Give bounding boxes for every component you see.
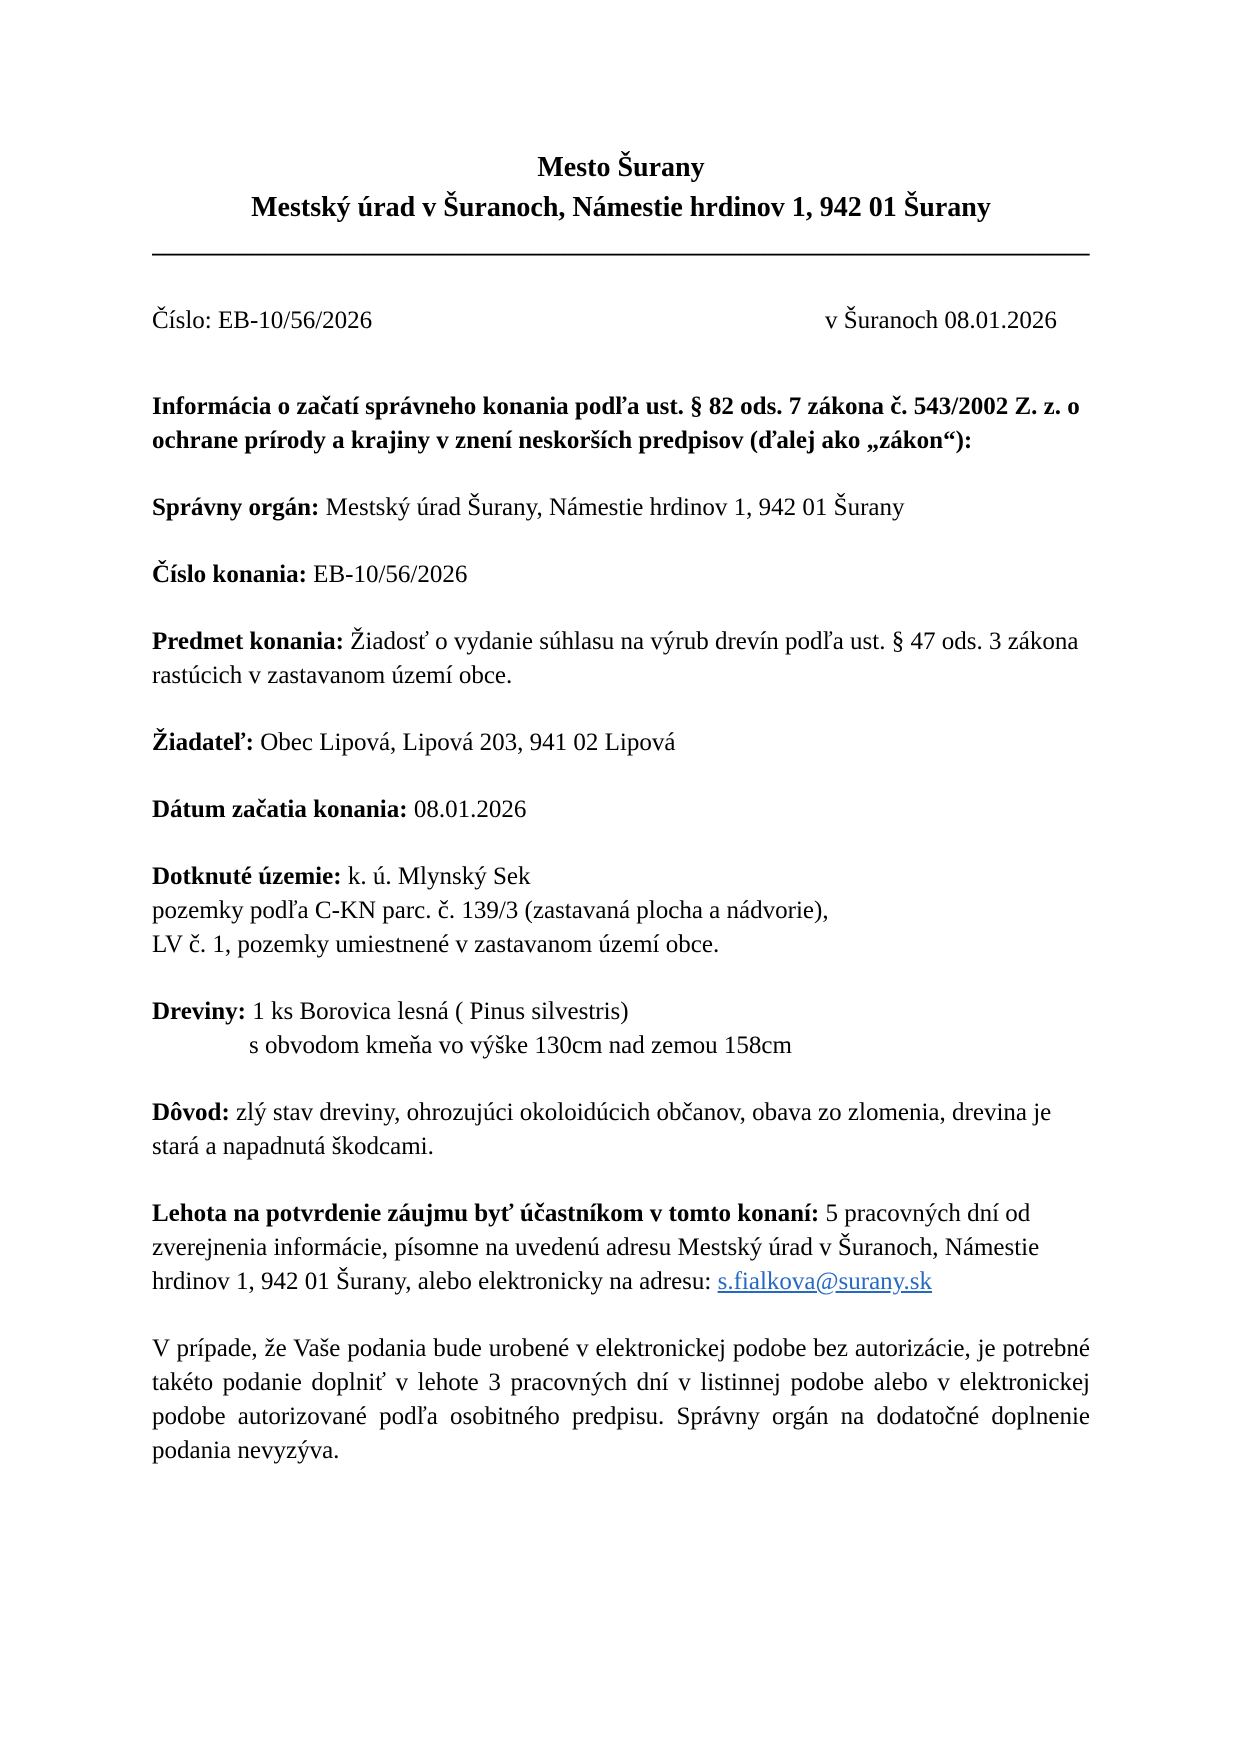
org-name: Mesto Šurany [537, 152, 705, 183]
field-deadline-label: Lehota na potvrdenie záujmu byť účastníkom v tomto konaní: [152, 1200, 820, 1227]
field-matter-value: Žiadosť o vydanie súhlasu na výrub drevín podľa ust. § 47 ods. 3 zákona rastúcich v zastavanom území obce. [152, 628, 1079, 689]
field-start-date-label: Dátum začatia konania: [152, 796, 408, 823]
field-deadline-value: 5 pracovných dní od zverejnenia informácie, písomne na uvedenú adresu Mestský úrad v Šuranoch, Námestie hrdinov 1, 942 01 Šurany, alebo elektronicky na adresu: [152, 1200, 1040, 1295]
field-deadline [152, 1197, 1090, 1299]
reference-row [152, 304, 1090, 338]
field-case-number-value: EB-10/56/2026 [313, 561, 468, 588]
field-start-date [152, 793, 1090, 827]
field-territory-line3: LV č. 1, pozemky umiestnené v zastavanom území obce. [152, 931, 720, 958]
case-number-label: Číslo: [152, 307, 212, 334]
field-case-number-label: Číslo konania: [152, 561, 307, 588]
field-territory-value: k. ú. Mlynský Sek [347, 863, 531, 890]
field-applicant-label: Žiadateľ: [152, 729, 254, 756]
field-reason-value: zlý stav dreviny, ohrozujúci okoloidúcich občanov, obava zo zlomenia, drevina je stará a napadnutá škodcami. [152, 1099, 1052, 1160]
field-applicant [152, 726, 1090, 760]
field-authority [152, 491, 1090, 525]
field-case-number [152, 558, 1090, 592]
field-matter [152, 625, 1090, 693]
field-matter-label: Predmet konania: [152, 628, 344, 655]
email-link[interactable]: s.fialkova@surany.sk [717, 1268, 933, 1295]
intro-paragraph [152, 390, 1090, 458]
closing-paragraph [152, 1332, 1090, 1468]
org-address: Mestský úrad v Šuranoch, Námestie hrdinov 1, 942 01 Šurany [251, 192, 991, 223]
intro-text: Informácia o začatí správneho konania podľa ust. § 82 ods. 7 zákona č. 543/2002 Z. z. o ochrane prírody a krajiny v znení neskorších predpisov (ďalej ako „zákon“): [152, 393, 1080, 454]
field-trees-label: Dreviny: [152, 998, 246, 1025]
field-trees-value: 1 ks Borovica lesná ( Pinus silvestris) [252, 998, 629, 1025]
place-date: v Šuranoch 08.01.2026 [825, 307, 1057, 334]
case-number-value: EB-10/56/2026 [218, 307, 373, 334]
field-territory-label: Dotknuté územie: [152, 863, 342, 890]
closing-text: V prípade, že Vaše podania bude urobené v elektronickej podobe bez autorizácie, je potrebné takéto podanie doplniť v lehote 3 pracovných dní v listinnej podobe alebo v elektronickej podobe autorizované podľa osobitného predpisu. Správny orgán na dodatočné doplnenie podania nevyzýva. [152, 1335, 1090, 1464]
document-header [152, 148, 1090, 228]
field-authority-label: Správny orgán: [152, 494, 320, 521]
field-reason [152, 1096, 1090, 1164]
field-trees [152, 995, 1090, 1063]
field-trees-line2: s obvodom kmeňa vo výške 130cm nad zemou 158cm [249, 1032, 792, 1059]
header-divider: ___________________________________________________________________________ [152, 231, 1090, 258]
field-reason-label: Dôvod: [152, 1099, 230, 1126]
field-authority-value: Mestský úrad Šurany, Námestie hrdinov 1, 942 01 Šurany [325, 494, 905, 521]
field-territory [152, 860, 1090, 962]
field-applicant-value: Obec Lipová, Lipová 203, 941 02 Lipová [260, 729, 676, 756]
field-territory-line2: pozemky podľa C-KN parc. č. 139/3 (zastavaná plocha a nádvorie), [152, 897, 829, 924]
field-start-date-value: 08.01.2026 [413, 796, 527, 823]
